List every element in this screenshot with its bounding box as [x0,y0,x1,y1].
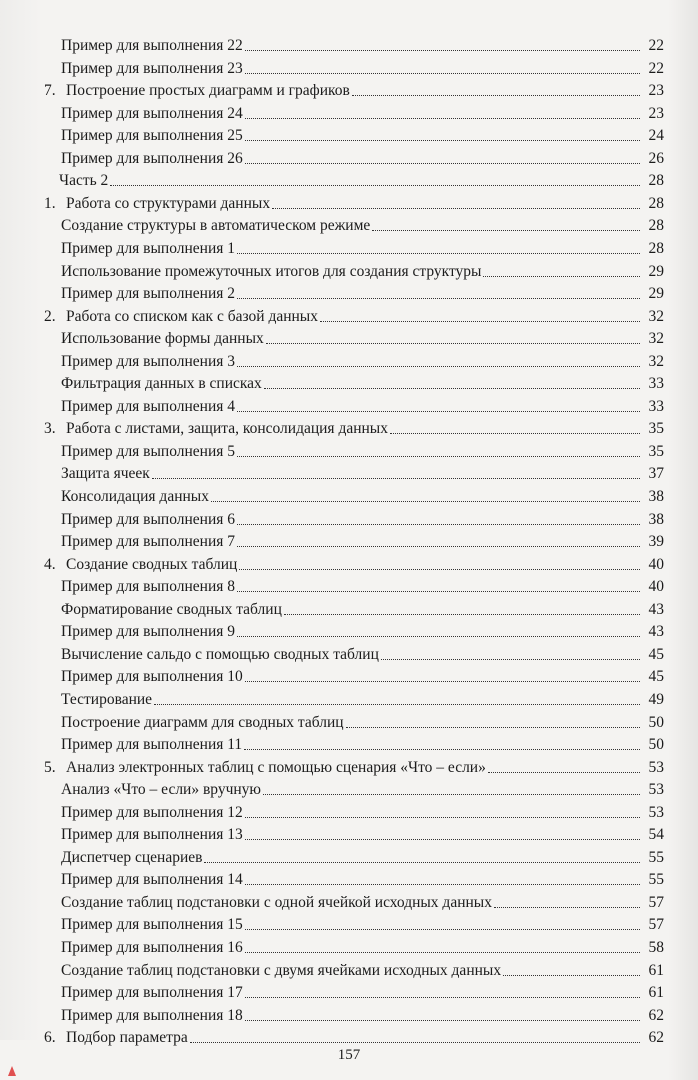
toc-entry [61,890,664,912]
toc-dot-leader [245,1019,640,1021]
toc-entry-page: 43 [648,600,664,618]
toc-dot-leader [245,816,640,818]
toc-entry-page: 39 [648,533,664,551]
toc-entry [61,1003,664,1025]
toc-dot-leader [211,500,640,502]
toc-entry-title: Пример для выполнения 13 [61,826,243,844]
toc-dot-leader [239,568,640,570]
toc-entry [61,213,664,235]
toc-entry-page: 45 [648,668,664,686]
toc-entry-title: Часть 2 [59,172,109,190]
toc-entry-page: 38 [648,510,664,528]
toc-entry [61,867,664,889]
toc-dot-leader [237,297,640,299]
toc-dot-leader [237,410,640,412]
toc-entry-page: 33 [648,397,664,415]
toc-entry-title: Пример для выполнения 3 [61,352,236,370]
toc-entry [44,1025,664,1047]
toc-entry-page: 61 [648,984,664,1002]
toc-entry-title: Пример для выполнения 12 [61,803,243,821]
toc-entry-number: 1. [44,194,56,212]
toc-dot-leader [237,590,640,592]
toc-entry-title: Пример для выполнения 22 [61,37,243,54]
toc-entry-number: 4. [44,555,56,573]
toc-entry-page: 28 [648,239,664,257]
toc-entry-title: Пример для выполнения 6 [61,510,236,528]
toc-entry [61,574,664,596]
toc-entry-title: Консолидация данных [61,488,209,505]
toc-dot-leader [190,1041,640,1043]
toc-entry-title: Форматирование сводных таблиц [61,600,282,618]
toc-entry-title: Подбор параметра [66,1029,188,1047]
toc-entry-title: Работа со структурами данных [66,194,271,212]
toc-entry-title: Пример для выполнения 4 [61,397,236,415]
toc-entry [61,912,664,934]
toc-entry-title: Построение простых диаграмм и графиков [66,82,350,100]
page-number: 157 [337,1047,361,1063]
toc-entry [61,800,664,822]
toc-entry [61,394,664,416]
toc-dot-leader [245,996,640,998]
toc-entry-number: 2. [44,307,56,325]
toc-entry-page: 35 [648,420,664,438]
toc-entry-page: 53 [648,781,664,799]
toc-entry-page: 26 [648,149,664,167]
toc-entry-title: Пример для выполнения 2 [61,285,236,303]
toc-entry-title: Тестирование [61,690,153,708]
toc-entry [44,78,664,100]
toc-entry-number: 7. [44,82,56,100]
toc-entry-page: 55 [648,848,664,866]
toc-entry-page: 57 [648,893,664,911]
toc-entry [61,349,664,371]
toc-entry-title: Использование формы данных [61,330,264,348]
toc-entry [61,484,664,506]
toc-entry-page: 40 [648,555,664,573]
toc-entry [44,755,664,777]
toc-entry-title: Пример для выполнения 15 [61,916,243,934]
toc-entry-page: 57 [648,916,664,934]
toc-entry [61,822,664,844]
toc-entry-title: Вычисление сальдо с помощью сводных таблиц [61,645,379,663]
toc-dot-leader [352,94,640,96]
toc-entry-title: Анализ электронных таблиц с помощью сценария «Что – если» [66,758,486,776]
toc-entry-title: Пример для выполнения 24 [61,104,243,122]
toc-dot-leader [390,432,640,434]
toc-entry-title: Пример для выполнения 1 [61,239,236,257]
corner-mark-icon [8,1066,16,1076]
page-edge-shadow-left [0,0,40,1040]
toc-entry [61,710,664,732]
toc-entry [61,461,664,483]
toc-dot-leader [110,184,640,186]
toc-entry [61,642,664,664]
toc-entry-number: 3. [44,420,56,438]
toc-entry-title: Фильтрация данных в списках [61,375,262,393]
toc-entry [44,304,664,326]
toc-entry-title: Создание таблиц подстановки с двумя ячейками исходных данных [61,961,502,979]
toc-entry [61,56,664,78]
toc-dot-leader [237,523,640,525]
toc-entry-title: Пример для выполнения 10 [61,668,243,686]
toc-entry [61,281,664,303]
toc-dot-leader [483,275,640,277]
toc-entry-page: 23 [648,82,664,100]
toc-entry [44,416,664,438]
toc-entry-title: Пример для выполнения 8 [61,578,236,596]
toc-dot-leader [245,680,640,682]
toc-dot-leader [245,72,640,74]
toc-entry-page: 28 [648,172,664,190]
toc-entry-page: 23 [648,104,664,122]
toc-entry-page: 22 [648,37,664,54]
toc-dot-leader [503,974,640,976]
page-edge-shadow-right [668,0,698,1080]
toc-entry [61,664,664,686]
toc-entry-title: Создание таблиц подстановки с одной ячейкой исходных данных [61,893,492,911]
toc-entry-page: 32 [648,307,664,325]
toc-entry-title: Защита ячеек [61,465,150,483]
toc-dot-leader [245,162,640,164]
toc-entry-title: Использование промежуточных итогов для создания структуры [61,262,482,280]
toc-dot-leader [244,748,640,750]
toc-entry-title: Пример для выполнения 9 [61,623,236,641]
toc-entry-page: 40 [648,578,664,596]
toc-entry-title: Создание структуры в автоматическом режиме [61,217,371,235]
toc-entry [61,597,664,619]
toc-entry [44,552,664,574]
toc-entry-title: Пример для выполнения 14 [61,871,243,889]
toc-dot-leader [263,793,640,795]
toc-entry-title: Построение диаграмм для сводных таблиц [61,713,344,731]
toc-entry-number: 6. [44,1029,56,1047]
toc-entry-number: 5. [44,758,56,776]
toc-entry [61,529,664,551]
toc-entry-page: 54 [648,826,664,844]
toc-entry-page: 62 [648,1006,664,1024]
toc-entry-title: Пример для выполнения 7 [61,533,236,551]
toc-entry-page: 37 [648,465,664,483]
toc-entry [61,687,664,709]
toc-entry-page: 32 [648,352,664,370]
toc-dot-leader [245,139,640,141]
toc-dot-leader [152,477,640,479]
toc-entry-page: 32 [648,330,664,348]
toc-entry [61,101,664,123]
toc-dot-leader [154,703,640,705]
toc-entry [61,326,664,348]
toc-entry-title: Анализ «Что – если» вручную [61,781,262,799]
toc-entry-title: Пример для выполнения 5 [61,442,236,460]
toc-entry-page: 24 [648,127,664,145]
toc-entry-page: 50 [648,713,664,731]
toc-dot-leader [245,49,640,51]
toc-dot-leader [245,951,640,953]
toc-dot-leader [266,342,640,344]
toc-entry-page: 35 [648,442,664,460]
toc-entry-page: 55 [648,871,664,889]
toc-entry-page: 49 [648,690,664,708]
toc-dot-leader [237,635,640,637]
toc-entry [61,259,664,281]
toc-entry [61,777,664,799]
toc-entry-page: 29 [648,285,664,303]
toc-entry [61,371,664,393]
toc-entry-title: Пример для выполнения 17 [61,984,243,1002]
toc-entry-title: Диспетчер сценариев [61,848,203,866]
toc-dot-leader [237,365,640,367]
toc-dot-leader [237,545,640,547]
toc-entry-title: Пример для выполнения 11 [61,736,243,754]
toc-entry-page: 29 [648,262,664,280]
toc-entry [61,33,664,55]
toc-entry [61,980,664,1002]
toc-entry-title: Пример для выполнения 23 [61,59,243,77]
toc-dot-leader [346,726,640,728]
toc-entry-page: 33 [648,375,664,393]
toc-entry-page: 53 [648,803,664,821]
toc-entry-title: Пример для выполнения 16 [61,939,243,956]
toc-entry [44,191,664,213]
toc-entry-page: 61 [648,961,664,979]
toc-entry-page: 43 [648,623,664,641]
toc-dot-leader [264,387,640,389]
toc-entry-page: 50 [648,736,664,754]
toc-entry-page: 28 [648,194,664,212]
toc-entry [61,123,664,145]
toc-entry-page: 58 [648,939,664,956]
toc-entry [61,507,664,529]
toc-entry [59,168,664,190]
toc-entry [61,619,664,641]
toc-dot-leader [237,455,640,457]
toc-dot-leader [284,613,640,615]
toc-entry [61,845,664,867]
toc-entry-page: 28 [648,217,664,235]
toc-entry-title: Работа с листами, защита, консолидация данных [66,420,388,438]
toc-entry-title: Пример для выполнения 18 [61,1006,243,1024]
toc-entry-title: Создание сводных таблиц [66,555,238,573]
toc-entry-page: 38 [648,488,664,505]
toc-dot-leader [488,771,640,773]
toc-entry [61,732,664,754]
toc-entry-page: 53 [648,758,664,776]
toc-dot-leader [245,838,640,840]
toc-dot-leader [372,229,640,231]
toc-entry [61,935,664,957]
toc-dot-leader [204,861,640,863]
toc-entry [61,236,664,258]
toc-entry-title: Пример для выполнения 25 [61,127,243,145]
toc-entry-title: Пример для выполнения 26 [61,149,243,167]
toc-dot-leader [245,928,640,930]
toc-entry [61,146,664,168]
toc-dot-leader [237,252,640,254]
toc-dot-leader [245,883,640,885]
toc-dot-leader [245,117,640,119]
toc-entry-title: Работа со списком как с базой данных [66,307,318,325]
toc-dot-leader [381,658,640,660]
toc-entry [61,439,664,461]
toc-entry [61,958,664,980]
toc-entry-page: 62 [648,1029,664,1047]
toc-dot-leader [494,906,640,908]
toc-entry-page: 45 [648,645,664,663]
toc-entry-page: 22 [648,59,664,77]
toc-dot-leader [320,320,640,322]
toc-dot-leader [272,207,640,209]
